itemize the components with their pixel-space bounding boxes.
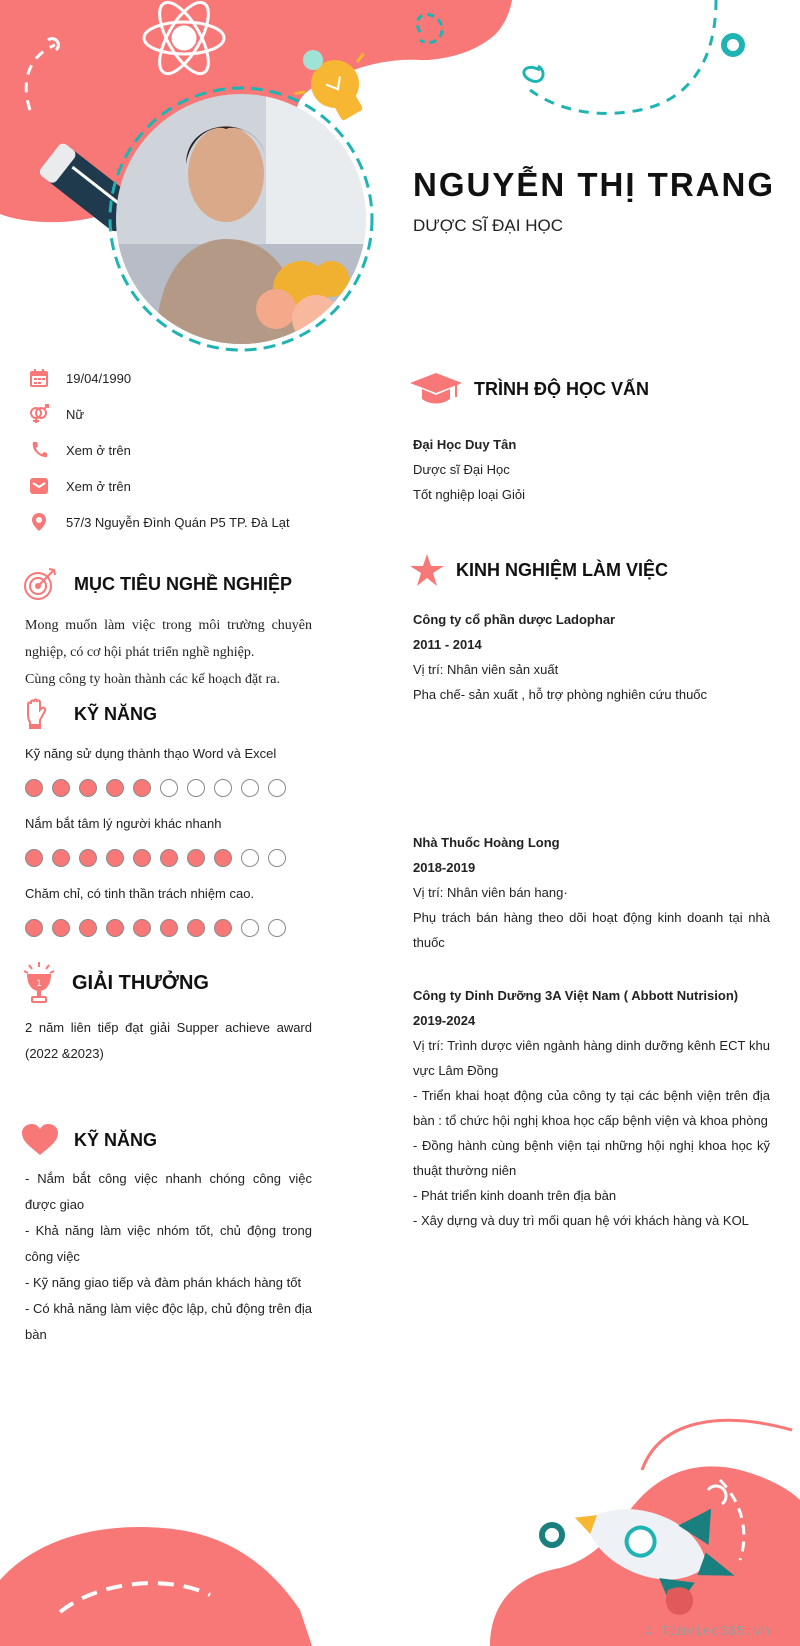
job-detail: - Đồng hành cùng bệnh viện tại những hội nghị khoa học kỹ thuật thường niên (413, 1138, 770, 1178)
job-title: DƯỢC SĨ ĐẠI HỌC (413, 216, 563, 235)
job-position: Vị trí: Nhân viên sản xuất (413, 662, 559, 677)
rating-dot-empty (241, 919, 259, 937)
rating-dot-filled (79, 849, 97, 867)
objective-line-1: Mong muốn làm việc trong môi trường chuyên nghiệp, có cơ hội phát triển nghề nghiệp. (25, 618, 312, 660)
rating-dot-filled (133, 919, 151, 937)
rating-dot-filled (79, 779, 97, 797)
skills-header (22, 697, 157, 731)
education-major: Dược sĩ Đại Học (413, 462, 510, 477)
rating-dot-filled (25, 779, 43, 797)
rating-dot-empty (268, 779, 286, 797)
profile-photo (116, 94, 366, 344)
skill-label-1: Kỹ năng sử dụng thành thạo Word và Excel (25, 746, 277, 761)
job-position: Vị trí: Nhân viên bán hang· (413, 885, 568, 900)
graduation-cap-icon (410, 372, 462, 406)
star-icon (410, 553, 444, 587)
gender-icon (28, 403, 50, 425)
calendar-icon (28, 367, 50, 389)
address-value: 57/3 Nguyễn Đình Quán P5 TP. Đà Lạt (66, 514, 290, 530)
job-entry-2 (413, 830, 770, 955)
soft-skills-header (22, 1124, 157, 1156)
email-row (28, 474, 131, 498)
rating-dot-filled (106, 779, 124, 797)
job-company: Công ty Dinh Dưỡng 3A Việt Nam ( Abbott Nutrision) (413, 988, 739, 1003)
awards-text: 2 năm liên tiếp đạt giải Supper achieve award (2022 &2023) (25, 1020, 312, 1061)
skill-rating-2 (25, 849, 286, 867)
rating-dot-empty (187, 779, 205, 797)
rating-dot-filled (160, 919, 178, 937)
soft-skills-title: KỸ NĂNG (74, 1129, 158, 1150)
education-block (413, 432, 770, 507)
job-detail: - Phát triển kinh doanh trên địa bàn (413, 1188, 617, 1203)
job-period: 2018-2019 (413, 860, 476, 875)
job-period: 2011 - 2014 (413, 637, 482, 652)
rating-dot-empty (268, 919, 286, 937)
objective-title: MỤC TIÊU NGHỀ NGHIỆP (74, 573, 293, 594)
soft-skill-item: - Có khả năng làm việc độc lập, chủ động trên địa bàn (25, 1301, 312, 1342)
awards-title: GIẢI THƯỞNG (72, 971, 209, 994)
ring-icon (724, 36, 742, 54)
phone-row (28, 438, 131, 462)
address-row (28, 510, 290, 534)
rating-dot-filled (214, 849, 232, 867)
soft-skill-item: - Nắm bắt công việc nhanh chóng công việc được giao (25, 1171, 312, 1212)
skill-rating-1 (25, 779, 286, 797)
target-icon (22, 566, 58, 602)
email-value[interactable]: Xem ở trên (66, 478, 131, 494)
rating-dot-filled (52, 779, 70, 797)
rating-dot-filled (106, 919, 124, 937)
experience-title: KINH NGHIỆM LÀM VIỆC (456, 559, 669, 580)
job-entry-1 (413, 607, 770, 707)
objective-header (22, 566, 292, 602)
job-company: Công ty cổ phần dược Ladophar (413, 612, 616, 627)
candidate-name: NGUYỄN THỊ TRANG (413, 166, 775, 203)
gender-value: Nữ (66, 406, 85, 422)
birthdate-value: 19/04/1990 (66, 370, 132, 386)
location-pin-icon (28, 511, 50, 533)
rating-dot-filled (187, 849, 205, 867)
skills-title: KỸ NĂNG (74, 703, 158, 724)
gender-row (28, 402, 84, 426)
job-detail: - Xây dựng và duy trì mối quan hệ với khách hàng và KOL (413, 1213, 749, 1228)
rating-dot-empty (214, 779, 232, 797)
job-detail: - Triển khai hoạt động của công ty tại các bệnh viện trên địa bàn : tổ chức hội nghị khoa học cấp bệnh viện và khoa phòng (413, 1088, 770, 1128)
job-period: 2019-2024 (413, 1013, 476, 1028)
rating-dot-empty (241, 779, 259, 797)
rating-dot-filled (106, 849, 124, 867)
heart-icon (22, 1124, 58, 1156)
job-position: Vị trí: Trình dược viên ngành hàng dinh dưỡng kênh ECT khu vực Lâm Đồng (413, 1038, 770, 1078)
soft-skills-list (25, 1166, 312, 1348)
rating-dot-filled (133, 779, 151, 797)
email-icon (28, 475, 50, 497)
skill-label-2: Nắm bắt tâm lý người khác nhanh (25, 816, 222, 831)
rating-dot-filled (160, 849, 178, 867)
rating-dot-empty (268, 849, 286, 867)
job-company: Nhà Thuốc Hoàng Long (413, 835, 560, 850)
skill-rating-3 (25, 919, 286, 937)
soft-skill-item: - Kỹ năng giao tiếp và đàm phán khách hàng tốt (25, 1275, 302, 1290)
experience-header (410, 553, 668, 587)
rating-dot-filled (25, 849, 43, 867)
education-header (410, 372, 649, 406)
awards-header (22, 962, 209, 1004)
education-title: TRÌNH ĐỘ HỌC VẤN (474, 378, 649, 399)
skill-label-3: Chăm chỉ, có tinh thần trách nhiệm cao. (25, 886, 255, 901)
svg-text:1: 1 (36, 978, 42, 988)
hand-icon (22, 697, 50, 731)
objective-text (25, 612, 312, 693)
rating-dot-filled (25, 919, 43, 937)
rating-dot-empty (241, 849, 259, 867)
phone-icon (28, 439, 50, 461)
rating-dot-filled (79, 919, 97, 937)
rating-dot-filled (52, 849, 70, 867)
job-detail: Phụ trách bán hàng theo dõi hoạt động kinh doanh tại nhà thuốc (413, 910, 770, 950)
rating-dot-empty (160, 779, 178, 797)
trophy-icon (22, 962, 56, 1004)
education-result: Tốt nghiệp loại Giỏi (413, 487, 526, 502)
job-detail: Pha chế- sản xuất , hỗ trợ phòng nghiên cứu thuốc (413, 687, 708, 702)
job-entry-3 (413, 983, 770, 1233)
education-school: Đại Học Duy Tân (413, 437, 517, 452)
objective-line-2: Cùng công ty hoàn thành các kế hoạch đặt ra. (25, 672, 281, 687)
rating-dot-filled (214, 919, 232, 937)
rating-dot-filled (187, 919, 205, 937)
phone-value[interactable]: Xem ở trên (66, 442, 131, 458)
rating-dot-filled (133, 849, 151, 867)
watermark: ∴ Timviec365.vn (643, 1624, 770, 1640)
rating-dot-filled (52, 919, 70, 937)
birthdate-row (28, 366, 131, 390)
soft-skill-item: - Khả năng làm việc nhóm tốt, chủ động trong công việc (25, 1223, 312, 1264)
